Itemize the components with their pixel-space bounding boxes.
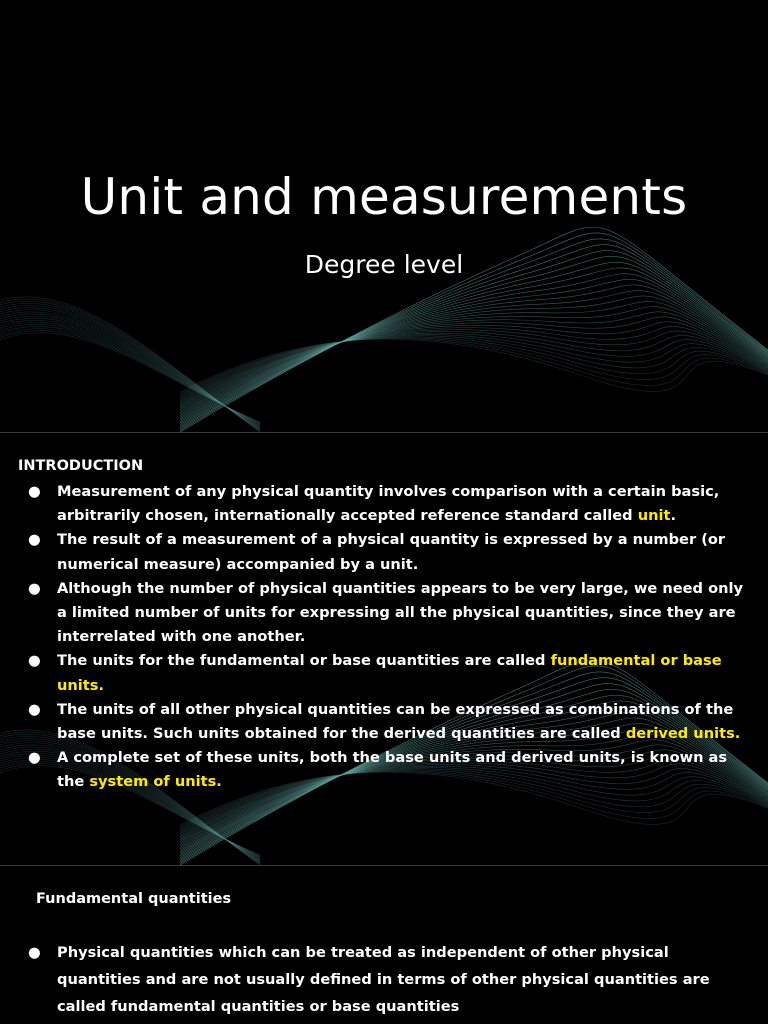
bullet-text-end: . bbox=[670, 507, 677, 525]
bullet-item bbox=[20, 746, 750, 794]
title-slide bbox=[0, 0, 768, 432]
fundamental-quantities-slide bbox=[0, 866, 768, 1024]
bullet-dot-icon: ● bbox=[28, 531, 41, 549]
bullet-highlight: derived units. bbox=[625, 725, 741, 743]
bullet-text: Measurement of any physical quantity involves comparison with a certain basic, arbitrarily chosen, internationally accepted reference standard called bbox=[57, 483, 720, 525]
bullet-text: A complete set of these units, both the base units and derived units, is known as the bbox=[57, 749, 728, 791]
bullet-text: Although the number of physical quantities appears to be very large, we need only a limited number of units for expressing all the physical quantities, since they are interrelated with one another. bbox=[57, 579, 743, 646]
bullet-item bbox=[20, 649, 750, 697]
bullet-dot-icon: ● bbox=[28, 749, 41, 767]
bullet-highlight: system of units. bbox=[89, 773, 222, 791]
bullet-item bbox=[20, 698, 750, 746]
bullet-item bbox=[20, 577, 750, 650]
bullet-dot-icon: ● bbox=[28, 652, 41, 670]
slide-subtitle: Degree level bbox=[304, 250, 464, 279]
fundamental-quantities-bullet-list bbox=[20, 939, 710, 1020]
bullet-dot-icon: ● bbox=[28, 700, 41, 718]
bullet-text: The units of all other physical quantities can be expressed as combinations of the base units. Such units obtained for the derived quantities are called bbox=[57, 700, 734, 743]
bullet-text: Physical quantities which can be treated as independent of other physical quantities and are not usually defined in terms of other physical quantities are called fundamental quantities or base quantities bbox=[57, 944, 710, 1015]
bullet-highlight: unit bbox=[637, 507, 671, 525]
introduction-bullet-list bbox=[20, 480, 750, 795]
slide-title: Unit and measurements bbox=[80, 168, 688, 226]
introduction-heading: INTRODUCTION bbox=[18, 458, 144, 474]
bullet-dot-icon: ● bbox=[28, 579, 41, 597]
bullet-item bbox=[20, 528, 750, 576]
bullet-item bbox=[20, 939, 710, 1020]
introduction-slide bbox=[0, 433, 768, 865]
bullet-dot-icon: ● bbox=[28, 483, 41, 500]
fundamental-quantities-heading: Fundamental quantities bbox=[36, 891, 232, 907]
bullet-item bbox=[20, 480, 750, 528]
bullet-text: The result of a measurement of a physical quantity is expressed by a number (or numerical measure) accompanied by a unit. bbox=[57, 531, 726, 573]
bullet-highlight: fundamental or base units. bbox=[57, 652, 722, 694]
bullet-dot-icon: ● bbox=[28, 944, 41, 961]
bullet-text: The units for the fundamental or base quantities are called bbox=[57, 652, 551, 670]
